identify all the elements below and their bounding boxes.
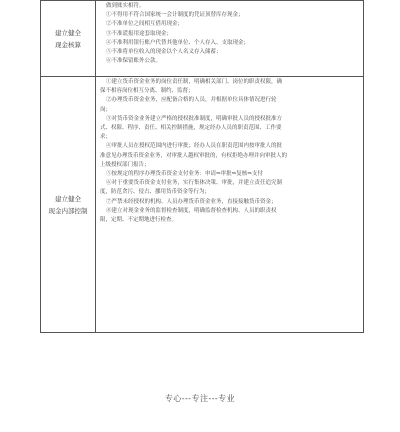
content-line: ①不得用不符合国家统一会计制度的凭证顶替库存现金；	[106, 12, 244, 19]
content-line: 准意见办理货币资金业务，对审批人越权审批的，有权拒绝办理并向审批人的	[100, 152, 288, 159]
row-label-internal-control	[41, 77, 96, 333]
content-line: 上级授权部门报告；	[100, 161, 150, 168]
row-label-line: 建立健全	[55, 194, 81, 203]
content-line: ⑧建立对现金业务的监督检查制度，明确监督检查机构、人员的职责权	[106, 207, 277, 214]
content-line: ②办理货币资金业务，应配备合格的人员，并根据单位具体情况进行轮	[106, 97, 277, 104]
row-content-cash-accounting	[96, 1, 364, 77]
content-line: ⑤不准将单位收入的现金以个人名义存入储蓄；	[106, 49, 222, 56]
page-footer: 专心---专注---专业	[164, 394, 236, 403]
content-line: ⑥对于重要货币资金支付业务，实行集体决策、审批，并建立责任追究制	[106, 180, 283, 187]
content-line: ⑦严禁未经授权的机构、人员办理货币资金业务，直接接触货币资金；	[106, 198, 277, 205]
row-label-line: 现金内部控制	[48, 206, 88, 215]
content-line: 岗；	[100, 106, 112, 113]
content-line: 式、权限、程序、责任、相关控制措施，规定经办人员的职责范围、工作要	[100, 125, 282, 132]
table-row-internal-control	[41, 77, 364, 333]
document-table	[40, 0, 364, 333]
row-content-internal-control	[96, 77, 364, 333]
content-line: ③不准谎报用途套取现金；	[106, 30, 173, 37]
row-label-line: 建立健全	[55, 28, 81, 37]
row-label-cash-accounting	[41, 1, 96, 77]
content-line: 保不相容岗位相互分离、制约、监督；	[100, 88, 194, 95]
table-row-cash-accounting	[41, 1, 364, 77]
content-line: 求；	[100, 134, 112, 141]
content-line: 度，防范贪污、侵占、挪用货币资金等行为；	[100, 189, 211, 196]
content-line: ③对货币资金业务建立严格的授权批准制度，明确审批人员的授权批准方	[106, 115, 283, 122]
content-line: ④审批人员在授权范围内进行审批；经办人员在职责范围内按审批人的批	[106, 143, 283, 150]
row-label-line: 现金核算	[55, 40, 81, 49]
content-line: ①建立货币资金业务的岗位责任制，明确相关部门、岗位的职责权限，确	[106, 79, 283, 85]
content-line: 限，定期、不定期地进行检查。	[100, 217, 178, 224]
content-line: 做到账实相符。	[106, 3, 145, 9]
content-line: ⑤按规定的程序办理货币资金支付业务：申请⇒审批⇒复核⇒支付	[106, 171, 263, 178]
content-line: ④不准利用银行账户代替其他单位、个人存入、支取现金；	[106, 39, 250, 46]
content-line: ⑥不准保留账外公款。	[106, 58, 162, 65]
content-line: ②不准单位之间相互借用现金；	[106, 21, 184, 28]
